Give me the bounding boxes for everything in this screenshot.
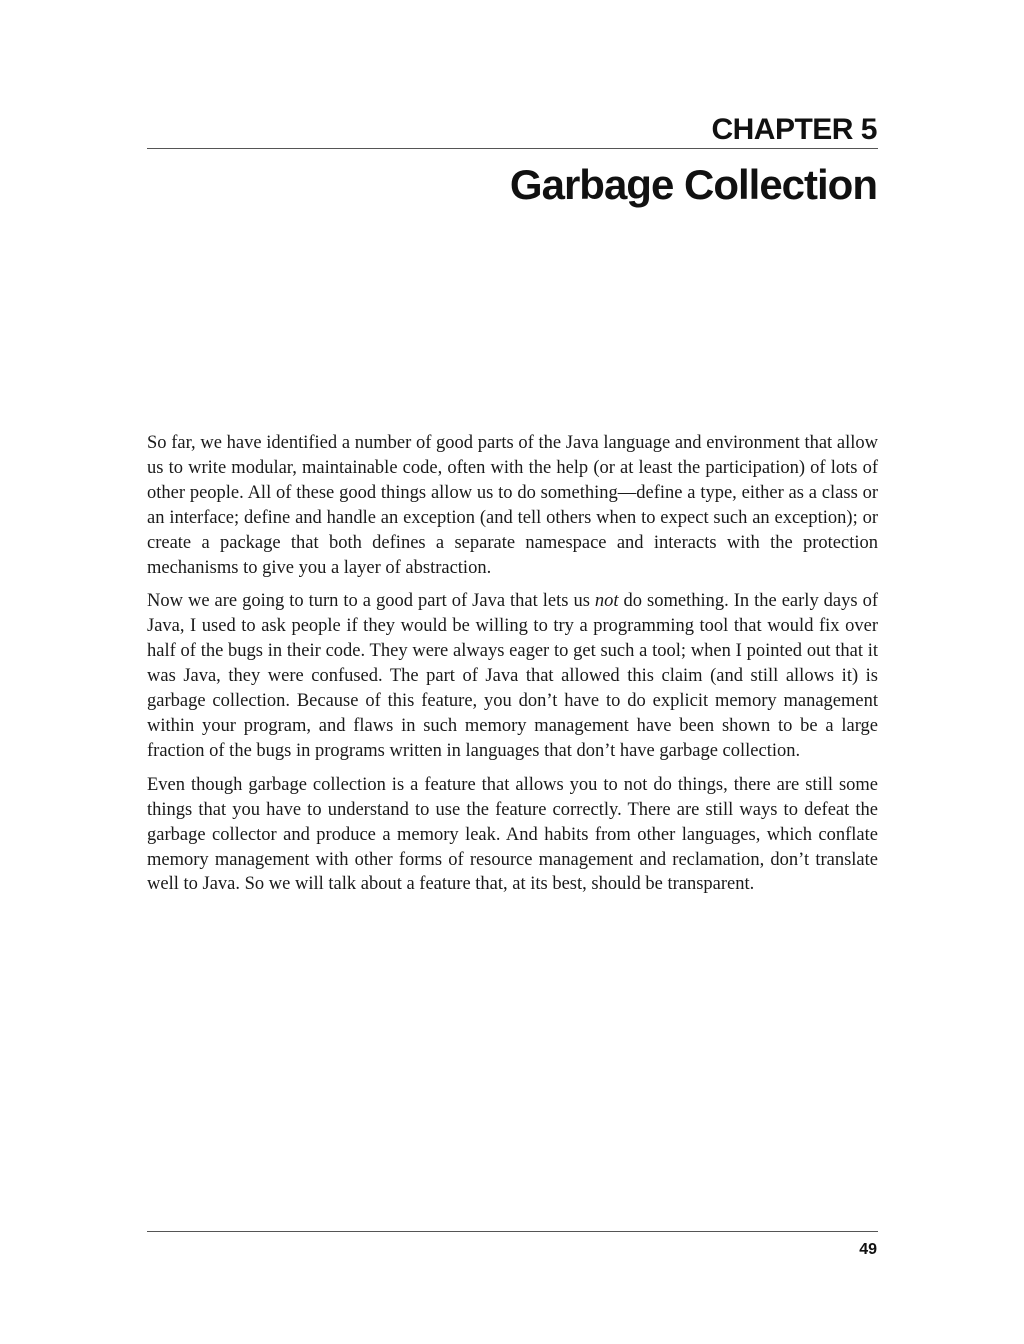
page-number: 49	[859, 1241, 877, 1258]
chapter-body	[147, 431, 878, 906]
body-paragraph-1: So far, we have identified a number of good parts of the Java language and environment that allow us to write modular, maintainable code, often with the help (or at least the participation) of lots of other people. All of these good things allow us to do something—define a type, either as a class or an interface; define and handle an exception (and tell others when to expect such an exception); or create a package that both defines a separate namespace and interacts with the protection mechanisms to give you a layer of abstraction.	[147, 433, 878, 578]
chapter-label: CHAPTER 5	[711, 113, 877, 146]
body-paragraph-2-start: Now we are going to turn to a good part of Java that lets us	[147, 591, 595, 612]
footer-divider	[147, 1231, 878, 1232]
chapter-divider	[147, 148, 878, 149]
body-paragraph-3: Even though garbage collection is a feature that allows you to not do things, there are still some things that you have to understand to use the feature correctly. There are still ways to defeat the garbage collector and produce a memory leak. And habits from other languages, which conflate memory management with other forms of resource management and reclamation, don’t translate well to Java. So we will talk about a feature that, at its best, should be transparent.	[147, 774, 878, 895]
body-paragraph-2	[147, 589, 878, 763]
emphasis-not: not	[594, 591, 619, 612]
body-paragraph-2-end: do something. In the early days of Java, I used to ask people if they would be willing to try a programming tool that would fix over half of the bugs in their code. They were always eager to get such a tool; when I pointed out that it was Java, they were confused. The part of Java that allowed this claim (and still allows it) is garbage collection. Because of this feature, you don’t have to do explicit memory management within your program, and flaws in such memory management have been shown to be a large fraction of the bugs in programs written in languages that don’t have garbage collection.	[147, 591, 878, 761]
chapter-title: Garbage Collection	[509, 161, 877, 208]
